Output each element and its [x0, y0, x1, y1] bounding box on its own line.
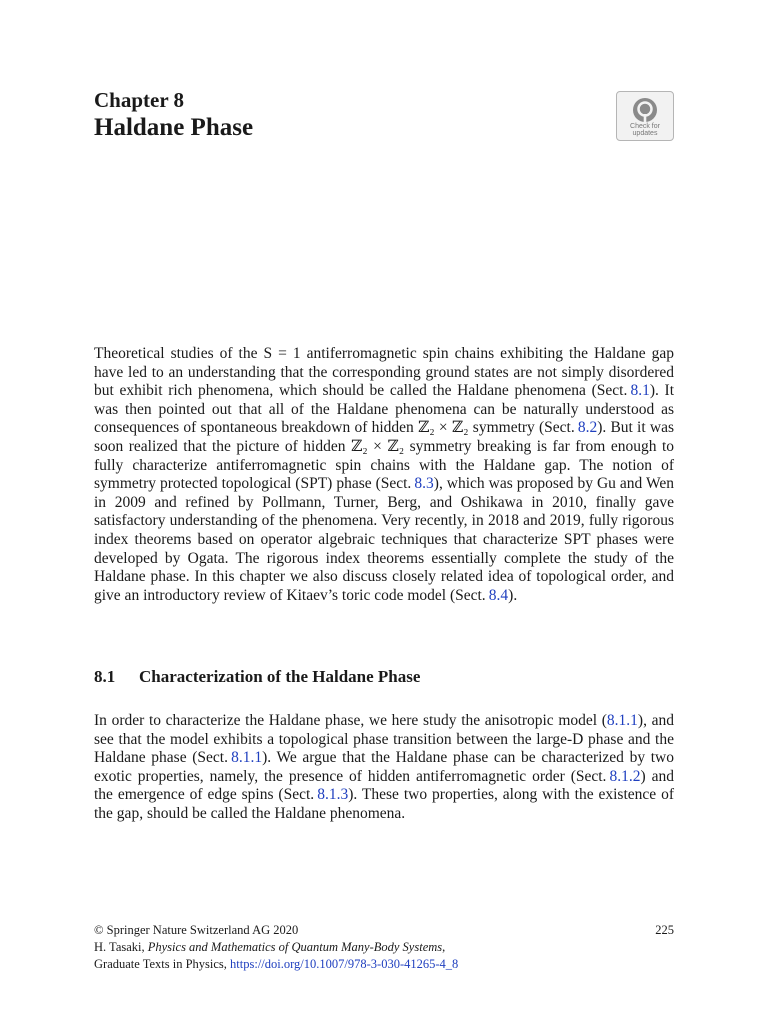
- section-link-8-1-1[interactable]: 8.1.1: [231, 749, 263, 767]
- copyright-line: © Springer Nature Switzerland AG 2020: [94, 923, 299, 937]
- citation-book-title: Physics and Mathematics of Quantum Many-Body Systems: [147, 940, 443, 954]
- citation-line: [94, 939, 674, 956]
- section-link-8-4[interactable]: 8.4: [488, 586, 509, 604]
- section-link-8-1-2[interactable]: 8.1.2: [609, 767, 641, 785]
- intro-text-3: ). But it was soon realized that the picture of hidden ℤ₂ × ℤ₂ symmetry breaking is far from enough to fully characterize antiferromagnetic spin chains with the Haldane gap. The notion of symmetry protected topological (SPT) phase (Sect.: [94, 419, 674, 493]
- section-text-4: ). These two properties, along with the existence of the gap, should be called the Haldane phenomena.: [94, 786, 674, 822]
- section-link-8-3[interactable]: 8.3: [414, 475, 434, 493]
- citation-author: H. Tasaki,: [94, 940, 148, 954]
- intro-text-2: ). It was then pointed out that all of the Haldane phenomena can be naturally understood as consequences of spontaneous breakdown of hidden ℤ₂ × ℤ₂ symmetry (Sect.: [94, 382, 674, 437]
- crossmark-icon: [632, 97, 658, 123]
- intro-text-5: ).: [508, 586, 518, 604]
- badge-line-1: Check for: [630, 123, 660, 130]
- chapter-label: Chapter 8: [94, 88, 185, 112]
- section-number: 8.1: [94, 667, 116, 686]
- check-for-updates-badge[interactable]: [616, 91, 674, 141]
- section-text-3: ) and the emergence of edge spins (Sect.: [94, 767, 675, 804]
- section-link-8-2[interactable]: 8.2: [577, 419, 598, 437]
- citation-end: ,: [442, 940, 446, 954]
- equation-link-8-1-1[interactable]: 8.1.1: [606, 712, 638, 729]
- series-line: [94, 956, 674, 973]
- doi-link[interactable]: https://doi.org/10.1007/978-3-030-41265-4_8: [230, 957, 459, 971]
- chapter-title: Haldane Phase: [94, 114, 254, 141]
- section-text-2: ). We argue that the Haldane phase can be characterized by two exotic properties, namely, the presence of hidden antiferromagnetic order (Sect.: [94, 749, 674, 785]
- section-text-0: In order to characterize the Haldane phase, we here study the anisotropic model (: [94, 712, 607, 729]
- section-title: Characterization of the Haldane Phase: [139, 667, 421, 686]
- badge-line-2: updates: [632, 130, 658, 137]
- section-paragraph: [94, 712, 674, 824]
- section-link-8-1[interactable]: 8.1: [630, 382, 650, 400]
- intro-text-4: ), which was proposed by Gu and Wen in 2009 and refined by Pollmann, Turner, Berg, and Oshikawa in 2010, finally gave satisfactory understanding of the phenomena. Very recently, in 2018 and 2019, fully rigorous index theorems based on operator algebraic techniques that characterize SPT phases were developed by Ogata. The rigorous index theorems essentially complete the study of the Haldane phase. In this chapter we also discuss closely related idea of topological order, and give an introductory review of Kitaev’s toric code model (Sect.: [94, 475, 674, 604]
- section-text-1: ), and see that the model exhibits a topological phase transition between the large-D phase and the Haldane phase (Sect.: [94, 712, 674, 767]
- page-number: 225: [655, 923, 674, 937]
- intro-paragraph: [94, 345, 674, 605]
- section-heading: [94, 666, 420, 688]
- series-name: Graduate Texts in Physics,: [94, 957, 231, 971]
- intro-text-1: Theoretical studies of the S = 1 antiferromagnetic spin chains exhibiting the Haldane gap have led to an understanding that the corresponding ground states are not simply disordered but exhibit rich phenomena, which should be called the Haldane phenomena (Sect.: [94, 345, 674, 400]
- section-link-8-1-3[interactable]: 8.1.3: [317, 786, 349, 804]
